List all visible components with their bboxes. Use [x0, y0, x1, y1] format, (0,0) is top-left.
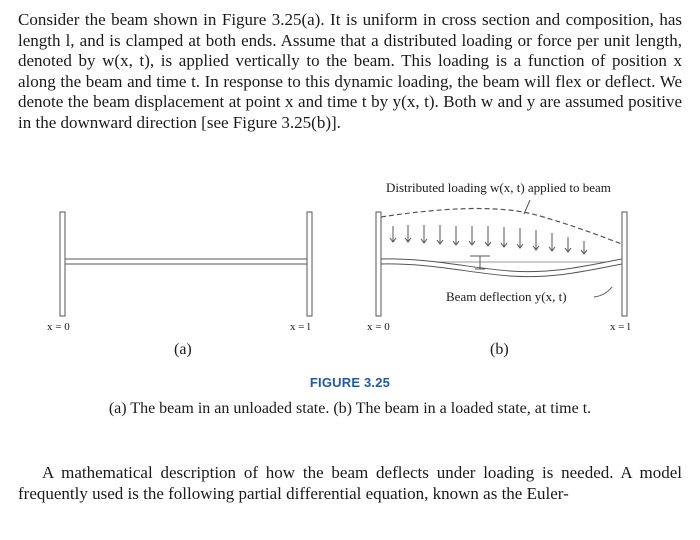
panel-a-diagram — [60, 212, 312, 316]
figure-3-25 — [0, 170, 700, 430]
intro-paragraph: Consider the beam shown in Figure 3.25(a). It is uniform in cross section and composition, has length l, and is clamped at both ends. Assume that a distributed loading or force per unit length, denoted by w(x, t), is applied vertically to the beam. This loading is a function of position x along the beam and time t. In response to this dynamic loading, the beam will flex or deflect. We denote the beam displacement at point x and time t by y(x, t). Both w and y are assumed positive in the downward direction [see Figure 3.25(b)]. — [18, 10, 682, 132]
load-label-leader — [524, 200, 530, 214]
deflection-label-leader — [594, 287, 612, 297]
right-wall-b — [622, 212, 627, 316]
beam-b-deflected — [381, 259, 622, 277]
xl-label-b: x = l — [610, 321, 631, 333]
deflection-label: Beam deflection y(x, t) — [446, 289, 567, 304]
right-wall-a — [307, 212, 312, 316]
load-arrows — [390, 225, 587, 254]
load-curve — [381, 209, 622, 244]
panel-a-label: (a) — [174, 341, 192, 358]
x0-label-a: x = 0 — [47, 321, 70, 333]
figure-caption: (a) The beam in an unloaded state. (b) The beam in a loaded state, at time t. — [108, 400, 592, 417]
left-wall-b — [376, 212, 381, 316]
x0-label-b: x = 0 — [367, 321, 390, 333]
figure-title: FIGURE 3.25 — [309, 375, 391, 390]
xl-label-a: x = l — [290, 321, 311, 333]
load-label: Distributed loading w(x, t) applied to beam — [386, 180, 611, 195]
next-paragraph: A mathematical description of how the beam deflects under loading is needed. A model frequently used is the following partial differential equation, known as the Euler- — [18, 463, 682, 503]
beam-a — [65, 259, 307, 264]
left-wall-a — [60, 212, 65, 316]
panel-b-label: (b) — [490, 341, 509, 358]
